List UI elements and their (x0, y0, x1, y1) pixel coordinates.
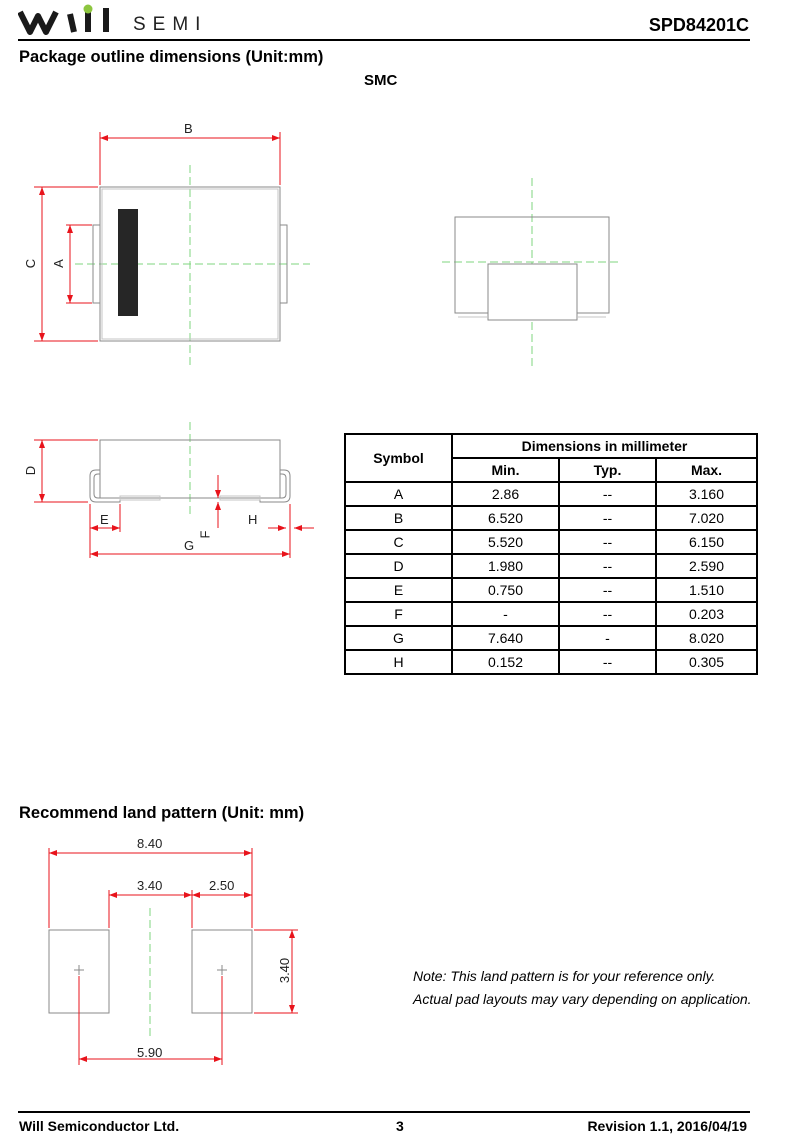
table-row (345, 482, 757, 506)
header (0, 0, 797, 44)
top-view-drawing (20, 110, 320, 380)
dim-label-c: C (23, 258, 39, 269)
dim-label-d: D (23, 465, 39, 476)
table-header-min: Min. (452, 458, 559, 482)
cell-typ: -- (559, 650, 656, 674)
table-header-symbol: Symbol (345, 434, 452, 482)
cell-max: 3.160 (656, 482, 757, 506)
dim-label-g: G (184, 538, 195, 553)
package-section-title: Package outline dimensions (Unit:mm) (19, 48, 324, 66)
land-dim-overall: 8.40 (137, 836, 163, 851)
cell-typ: -- (559, 554, 656, 578)
cell-typ: -- (559, 602, 656, 626)
cell-symbol: H (345, 650, 452, 674)
end-view-drawing (440, 170, 630, 375)
footer-company: Will Semiconductor Ltd. (19, 1118, 180, 1134)
side-view-drawing (20, 420, 320, 565)
cell-symbol: G (345, 626, 452, 650)
header-divider (18, 39, 750, 41)
footer-divider (18, 1111, 750, 1113)
cell-symbol: B (345, 506, 452, 530)
cell-symbol: E (345, 578, 452, 602)
dim-label-f: F (197, 530, 213, 539)
cell-min: 6.520 (452, 506, 559, 530)
land-dim-center-spacing: 5.90 (137, 1045, 163, 1060)
table-header-typ: Typ. (559, 458, 656, 482)
cell-typ: - (559, 626, 656, 650)
table-header-max: Max. (656, 458, 757, 482)
dim-label-e: E (100, 512, 109, 527)
table-row (345, 506, 757, 530)
cell-max: 7.020 (656, 506, 757, 530)
cell-max: 8.020 (656, 626, 757, 650)
footer-revision: Revision 1.1, 2016/04/19 (587, 1118, 747, 1134)
cell-max: 0.305 (656, 650, 757, 674)
cell-symbol: A (345, 482, 452, 506)
note-line-2: Actual pad layouts may vary depending on application. (413, 991, 752, 1007)
note-line-1: Note: This land pattern is for your reference only. (413, 968, 716, 984)
land-section-title: Recommend land pattern (Unit: mm) (19, 804, 305, 822)
cell-min: 0.750 (452, 578, 559, 602)
cell-symbol: F (345, 602, 452, 626)
land-dim-pad-width: 2.50 (209, 878, 235, 893)
cell-typ: -- (559, 506, 656, 530)
dim-label-b: B (184, 121, 193, 136)
cell-min: 5.520 (452, 530, 559, 554)
table-row (345, 626, 757, 650)
cell-min: 7.640 (452, 626, 559, 650)
cell-min: 1.980 (452, 554, 559, 578)
package-name: SMC (364, 72, 398, 89)
cell-min: 2.86 (452, 482, 559, 506)
table-header-group: Dimensions in millimeter (452, 434, 757, 458)
table-row (345, 554, 757, 578)
table-row (345, 530, 757, 554)
land-dim-gap: 3.40 (137, 878, 163, 893)
brand-text: SEMI (133, 14, 208, 35)
dimensions-table (344, 433, 758, 675)
cell-typ: -- (559, 578, 656, 602)
land-dim-pad-height: 3.40 (277, 957, 293, 984)
cell-max: 1.510 (656, 578, 757, 602)
cell-typ: -- (559, 482, 656, 506)
cell-max: 0.203 (656, 602, 757, 626)
cell-max: 2.590 (656, 554, 757, 578)
cell-symbol: C (345, 530, 452, 554)
dim-label-h: H (248, 512, 258, 527)
cell-min: 0.152 (452, 650, 559, 674)
table-row (345, 578, 757, 602)
cell-max: 6.150 (656, 530, 757, 554)
table-row (345, 602, 757, 626)
cell-min: - (452, 602, 559, 626)
part-number: SPD84201C (648, 15, 749, 35)
land-pattern-note (413, 965, 752, 1011)
dim-label-a: A (50, 259, 66, 268)
footer-page-number: 3 (396, 1118, 404, 1134)
cell-typ: -- (559, 530, 656, 554)
land-pattern-drawing (40, 840, 310, 1070)
will-logo-icon (18, 4, 126, 36)
table-row (345, 650, 757, 674)
cell-symbol: D (345, 554, 452, 578)
